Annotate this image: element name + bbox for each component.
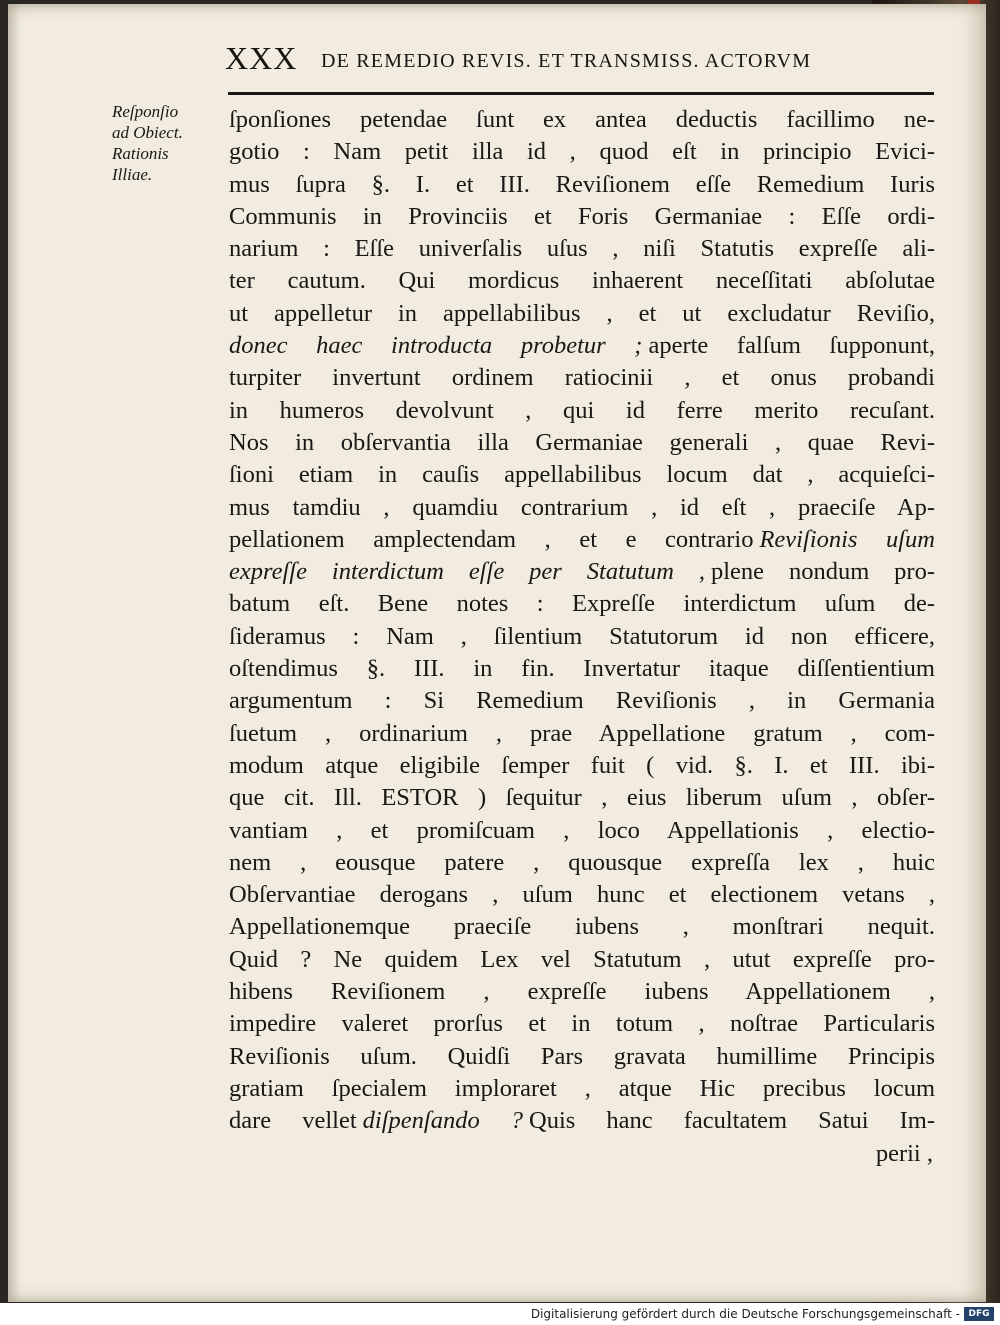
line-text: vantiam , et promiſcuam , loco Appellationis , electio-	[229, 816, 935, 844]
line-text: que cit. Ill. ESTOR ) ſequitur , eius liberum uſum , obſer-	[229, 784, 935, 812]
text-line	[229, 427, 935, 459]
line-text: perii ,	[875, 1139, 933, 1167]
text-line	[229, 265, 935, 297]
text-line	[229, 169, 935, 201]
marginal-note	[112, 101, 222, 185]
line-text: hibens Reviſionem , expreſſe iubens Appellationem ,	[229, 978, 935, 1006]
header-rule	[228, 92, 934, 95]
line-text: Quis hanc facultatem Satui Im-	[529, 1107, 935, 1135]
line-text: gotio : Nam petit illa id , quod eſt in principio Evici-	[229, 138, 935, 166]
text-line	[229, 492, 935, 524]
text-line	[229, 395, 935, 427]
line-text: ſuetum , ordinarium , prae Appellatione gratum , com-	[229, 719, 935, 747]
line-text: Obſervantiae derogans , uſum hunc et electionem vetans ,	[229, 881, 935, 909]
line-text: nem , eousque patere , quousque expreſſa lex , huic	[229, 848, 935, 876]
text-line	[229, 362, 935, 394]
text-line	[229, 847, 935, 879]
text-line	[229, 233, 935, 265]
text-line	[229, 459, 935, 491]
marginal-note-line: Rationis	[112, 144, 169, 163]
line-text: in humeros devolvunt , qui id ferre merito recuſant.	[229, 396, 935, 424]
marginal-note-line: ad Obiect.	[112, 123, 183, 142]
page-header	[225, 40, 935, 80]
text-line	[229, 750, 935, 782]
line-text: mus tamdiu , quamdiu contrarium , id eſt , praeciſe Ap-	[229, 493, 935, 521]
line-text: modum atque eligibile ſemper fuit ( vid. §. I. et III. ibi-	[229, 751, 935, 779]
text-line	[229, 653, 935, 685]
line-text: Reviſionis uſum. Quidſi Pars gravata humillime Principis	[229, 1042, 935, 1070]
text-line	[229, 298, 935, 330]
text-line	[229, 944, 935, 976]
running-title: DE REMEDIO REVIS. ET TRANSMISS. ACTORVM	[321, 50, 812, 72]
line-text: argumentum : Si Remedium Reviſionis , in Germania	[229, 687, 935, 715]
line-text: narium : Eſſe univerſalis uſus , niſi Statutis expreſſe ali-	[229, 235, 935, 263]
text-line	[229, 879, 935, 911]
text-line	[229, 621, 935, 653]
line-text: aperte falſum ſupponunt,	[648, 332, 935, 360]
digitization-footer	[0, 1303, 1000, 1325]
line-text: Quid ? Ne quidem Lex vel Statutum , utut expreſſe pro-	[229, 945, 935, 973]
line-text: mus ſupra §. I. et III. Reviſionem eſſe Remedium Iuris	[229, 170, 935, 198]
body-text	[229, 104, 935, 1170]
text-line	[229, 1041, 935, 1073]
line-text: plene nondum pro-	[710, 558, 935, 586]
text-line	[229, 201, 935, 233]
italic-text: diſpenſando ?	[362, 1107, 524, 1135]
line-text: impedire valeret prorſus et in totum , noſtrae Particularis	[229, 1010, 935, 1038]
line-text: Nos in obſervantia illa Germaniae generali , quae Revi-	[229, 428, 935, 456]
line-text: ut appelletur in appellabilibus , et ut excludatur Reviſio,	[229, 299, 935, 327]
line-text: dare vellet	[229, 1107, 357, 1135]
text-line	[229, 330, 935, 362]
text-line	[229, 524, 935, 556]
text-line	[229, 588, 935, 620]
line-text: Communis in Provinciis et Foris Germaniae : Eſſe ordi-	[229, 202, 935, 230]
line-text: gratiam ſpecialem imploraret , atque Hic precibus locum	[229, 1074, 935, 1102]
line-text: batum eſt. Bene notes : Expreſſe interdictum uſum de-	[229, 590, 935, 618]
line-text: ſideramus : Nam , ſilentium Statutorum id non efficere,	[229, 622, 935, 650]
text-line	[229, 1008, 935, 1040]
marginal-note-line: Illiae.	[112, 165, 153, 184]
dfg-logo: DFG	[964, 1307, 994, 1321]
italic-text: expreſſe interdictum eſſe per Statutum ,	[229, 558, 705, 586]
line-text: Appellationemque praeciſe iubens , monſtrari nequit.	[229, 913, 935, 941]
line-text: ſioni etiam in cauſis appellabilibus locum dat , acquieſci-	[229, 461, 935, 489]
text-line	[229, 136, 935, 168]
line-text: pellationem amplectendam , et e contrario	[229, 525, 754, 553]
text-line	[229, 718, 935, 750]
line-text: ſponſiones petendae ſunt ex antea deductis facillimo ne-	[229, 106, 935, 133]
text-line	[229, 911, 935, 943]
italic-text: Reviſionis uſum	[759, 525, 935, 553]
text-line	[229, 782, 935, 814]
line-text: turpiter invertunt ordinem ratiocinii , et onus probandi	[229, 364, 935, 392]
text-line	[229, 556, 935, 588]
line-text: oſtendimus §. III. in fin. Invertatur itaque diſſentientium	[229, 655, 935, 683]
text-line	[229, 815, 935, 847]
marginal-note-line: Reſponſio	[112, 102, 179, 121]
line-text: ter cautum. Qui mordicus inhaerent neceſſitati abſolutae	[229, 267, 935, 295]
text-line	[229, 104, 935, 136]
page-number: XXX	[225, 40, 298, 76]
text-line	[229, 685, 935, 717]
funding-credit: Digitalisierung gefördert durch die Deutsche Forschungsgemeinschaft -	[530, 1307, 960, 1321]
text-line	[229, 1073, 935, 1105]
text-line	[229, 976, 935, 1008]
italic-text: donec haec introducta probetur ;	[229, 332, 643, 360]
text-line	[229, 1138, 935, 1170]
text-line	[229, 1105, 935, 1137]
